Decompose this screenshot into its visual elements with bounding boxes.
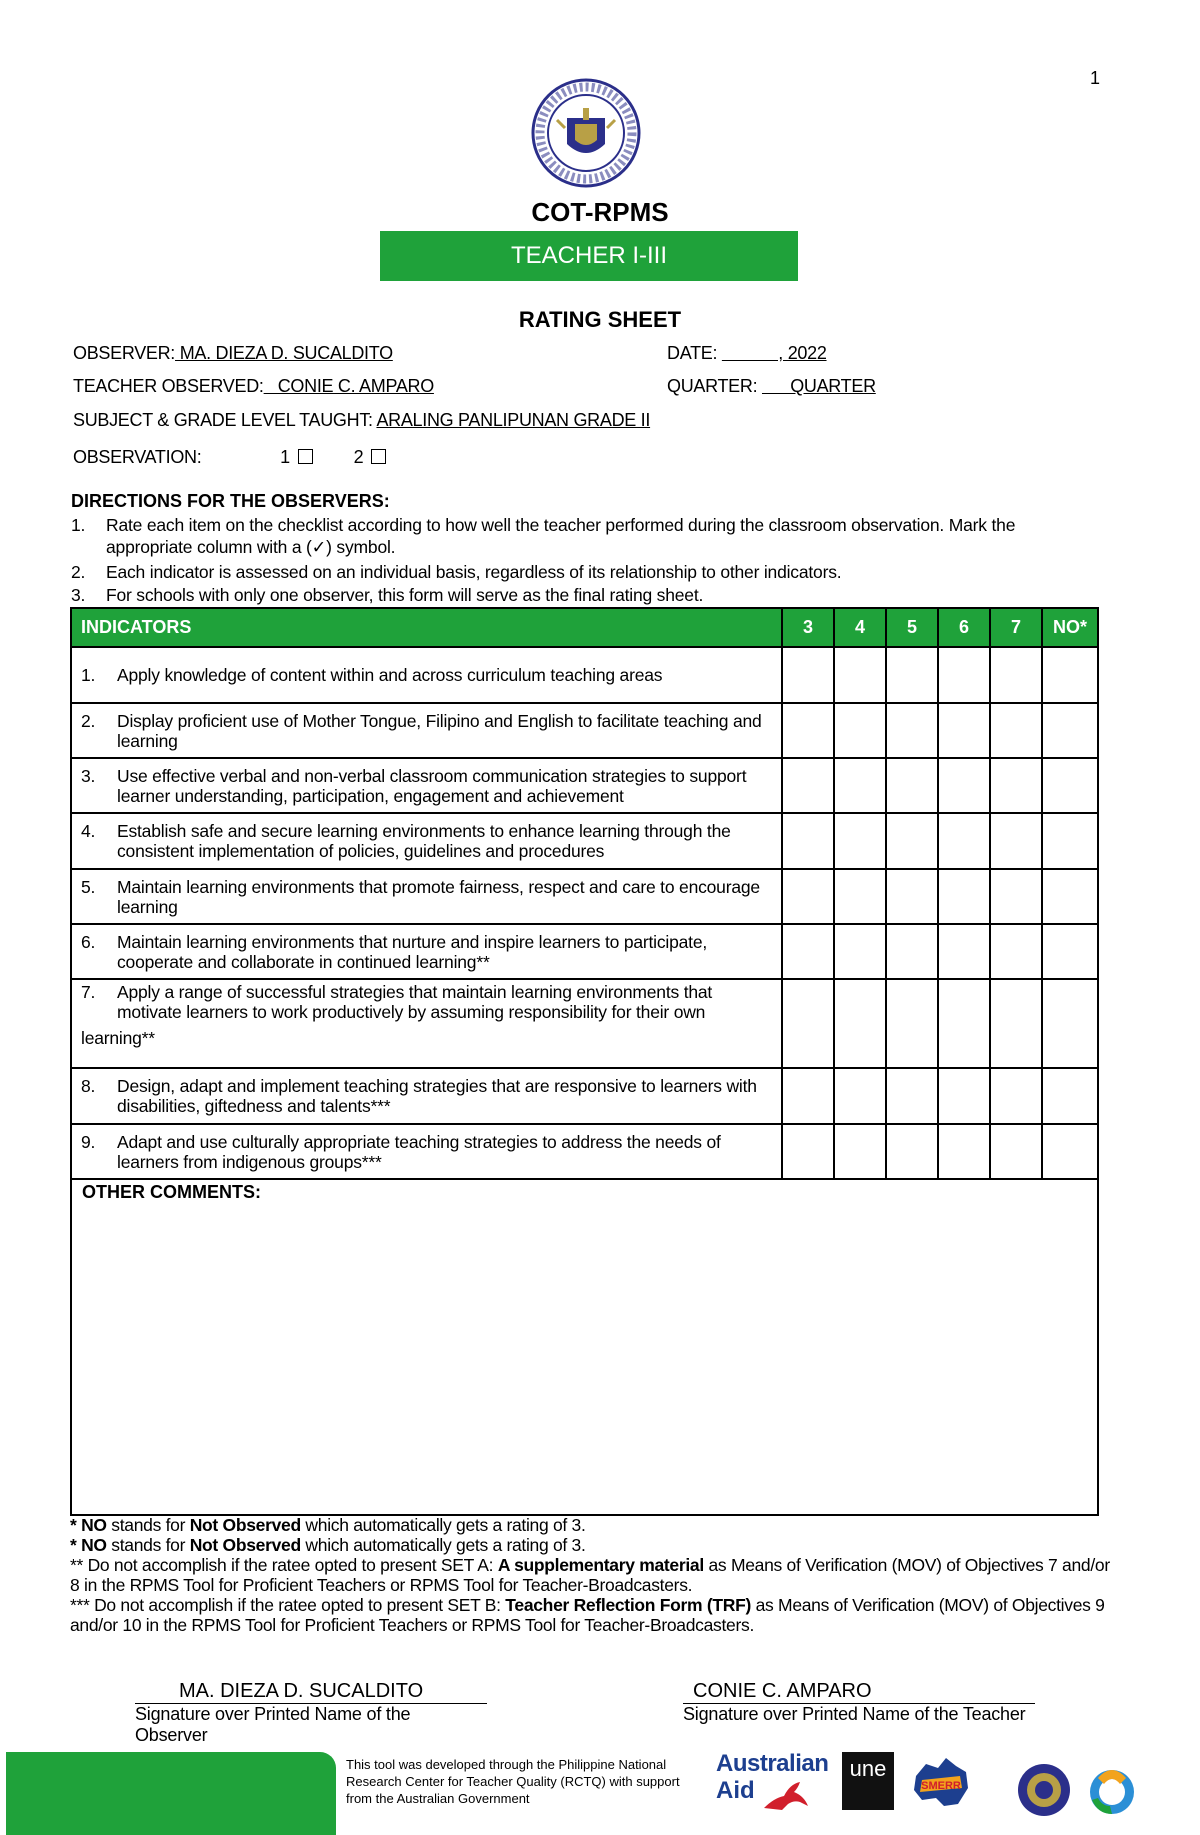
rating-cell[interactable] — [782, 1124, 834, 1179]
indicator-cell — [71, 1124, 782, 1179]
indicator-text: Design, adapt and implement teaching strategies that are responsive to learners with disabilities, giftedness and talents*** — [117, 1076, 757, 1116]
table-row — [71, 647, 1098, 703]
score-header: 5 — [886, 608, 938, 647]
indicator-number: 6. — [81, 931, 96, 952]
footnote-emphasis: Not Observed — [189, 1515, 301, 1535]
teacher-level-band — [380, 231, 798, 281]
indicator-cell — [71, 703, 782, 758]
rating-cell[interactable] — [1042, 703, 1098, 758]
footnotes — [70, 1515, 1120, 1635]
rating-cell[interactable] — [782, 979, 834, 1068]
smerr-logo-text: SMERR — [921, 1780, 961, 1792]
observation-label: OBSERVATION: — [73, 447, 202, 467]
direction-item — [71, 514, 1071, 558]
footnote-marker: * NO — [70, 1535, 107, 1555]
rating-cell[interactable] — [938, 924, 990, 979]
rating-cell[interactable] — [1042, 758, 1098, 813]
footnote-emphasis: A supplementary material — [497, 1555, 704, 1575]
rating-cell[interactable] — [1042, 1124, 1098, 1179]
teacher-signature-caption: Signature over Printed Name of the Teacher — [683, 1704, 1026, 1724]
observation-field — [73, 447, 386, 468]
footnote-emphasis: Not Observed — [189, 1535, 301, 1555]
footer-credit: This tool was developed through the Philippine National Research Center for Teacher Quality (RCTQ) with support from the Australian Government — [346, 1757, 680, 1806]
score-header: 7 — [990, 608, 1042, 647]
rating-cell[interactable] — [938, 703, 990, 758]
footnote-4 — [70, 1595, 1120, 1635]
rating-cell[interactable] — [938, 979, 990, 1068]
footnote-marker: * NO — [70, 1515, 107, 1535]
rating-cell[interactable] — [834, 758, 886, 813]
score-header: 4 — [834, 608, 886, 647]
indicators-header: INDICATORS — [71, 608, 782, 647]
indicator-text: Display proficient use of Mother Tongue, Filipino and English to facilitate teaching and learning — [117, 710, 762, 751]
rating-cell[interactable] — [990, 813, 1042, 869]
table-row — [71, 703, 1098, 758]
indicator-number: 9. — [81, 1131, 96, 1152]
indicator-text: Apply knowledge of content within and across curriculum teaching areas — [117, 665, 663, 685]
footnote-text: ** Do not accomplish if the ratee opted to present SET A: — [70, 1555, 498, 1575]
rating-cell[interactable] — [886, 924, 938, 979]
rating-cell[interactable] — [782, 869, 834, 924]
indicator-number: 3. — [81, 765, 96, 786]
rating-cell[interactable] — [782, 647, 834, 703]
footnote-text: *** Do not accomplish if the ratee opted to present SET B: — [70, 1595, 506, 1615]
une-logo: une — [842, 1752, 894, 1810]
rating-cell[interactable] — [834, 979, 886, 1068]
rating-cell[interactable] — [834, 1068, 886, 1124]
footnote-text: stands for — [106, 1515, 190, 1535]
indicator-text: Establish safe and secure learning environments to enhance learning through the consistent implementation of policies, guidelines and procedures — [117, 821, 731, 861]
score-header: NO* — [1042, 608, 1098, 647]
direction-text: Each indicator is assessed on an individual basis, regardless of its relationship to other indicators. — [106, 562, 842, 582]
australian-aid-logo: Australian — [716, 1750, 829, 1777]
rating-cell[interactable] — [1042, 979, 1098, 1068]
table-row — [71, 979, 1098, 1068]
score-header: 3 — [782, 608, 834, 647]
deped-seal-small-icon — [1016, 1762, 1072, 1818]
indicator-cell — [71, 869, 782, 924]
observation-2-checkbox[interactable] — [371, 449, 386, 464]
indicator-number: 8. — [81, 1076, 96, 1096]
indicator-cell — [71, 813, 782, 869]
observer-signature-caption: Signature over Printed Name of the Observer — [135, 1704, 411, 1745]
rating-cell[interactable] — [938, 647, 990, 703]
footnote-text: which automatically gets a rating of 3. — [300, 1535, 586, 1555]
indicator-cell — [71, 758, 782, 813]
rating-cell[interactable] — [834, 1124, 886, 1179]
footer-green-block — [6, 1752, 336, 1835]
observation-option-2-label: 2 — [353, 447, 364, 467]
direction-number: 1. — [71, 515, 86, 535]
rating-sheet-title: RATING SHEET — [518, 307, 682, 332]
table-row — [71, 924, 1098, 979]
indicator-text: Use effective verbal and non-verbal classroom communication strategies to support learner understanding, participation, engagement and achievement — [117, 765, 747, 806]
rating-cell[interactable] — [1042, 813, 1098, 869]
indicator-text: Maintain learning environments that nurture and inspire learners to participate, cooperate and collaborate in continued learning** — [117, 931, 708, 972]
form-title: COT-RPMS — [531, 197, 669, 227]
quarter-field — [667, 376, 876, 397]
footnote-3 — [70, 1555, 1120, 1595]
table-row — [71, 1068, 1098, 1124]
rating-cell[interactable] — [990, 869, 1042, 924]
footnote-text: stands for — [106, 1535, 190, 1555]
footnote-text: as Means of Verification (MOV) of Objectives 9 and/or 10 in the RPMS Tool for Proficient Teachers or RPMS Tool for Teacher-Broadcasters. — [70, 1595, 1105, 1635]
rating-cell[interactable] — [938, 758, 990, 813]
rating-cell[interactable] — [938, 813, 990, 869]
indicator-number: 1. — [81, 665, 96, 685]
rating-cell[interactable] — [1042, 647, 1098, 703]
rating-cell[interactable] — [782, 703, 834, 758]
indicator-text: Adapt and use culturally appropriate teaching strategies to address the needs of learners from indigenous groups*** — [117, 1131, 721, 1172]
directions-heading: DIRECTIONS FOR THE OBSERVERS: — [71, 491, 390, 511]
rating-cell[interactable] — [1042, 924, 1098, 979]
rating-cell[interactable] — [782, 924, 834, 979]
rating-cell[interactable] — [834, 647, 886, 703]
rating-cell[interactable] — [834, 703, 886, 758]
rating-cell[interactable] — [886, 758, 938, 813]
indicator-cell — [71, 647, 782, 703]
indicator-cell — [71, 924, 782, 979]
teacher-level-label: TEACHER I-III — [510, 242, 667, 269]
deped-seal-icon — [527, 78, 645, 188]
rating-cell[interactable] — [990, 1068, 1042, 1124]
teacher-signature-block — [683, 1680, 1035, 1725]
rating-cell[interactable] — [990, 647, 1042, 703]
rating-cell[interactable] — [990, 703, 1042, 758]
rating-cell[interactable] — [990, 758, 1042, 813]
indicator-text: Apply a range of successful strategies that maintain learning environments that motivate learners to work productively by assuming responsibility for their own — [117, 982, 713, 1022]
australian-aid-logo-line2: Aid — [716, 1777, 755, 1804]
table-row — [71, 758, 1098, 813]
rating-cell[interactable] — [886, 1068, 938, 1124]
observer-printed-name: MA. DIEZA D. SUCALDITO — [135, 1680, 487, 1704]
rating-cell[interactable] — [886, 869, 938, 924]
footnote-1 — [70, 1515, 1120, 1535]
indicator-number: 4. — [81, 821, 96, 841]
indicator-cell — [71, 979, 782, 1068]
indicator-number: 7. — [81, 982, 96, 1002]
indicator-number: 5. — [81, 876, 96, 897]
date-label: DATE: — [667, 343, 718, 363]
observation-1-checkbox[interactable] — [298, 449, 313, 464]
table-header-row — [71, 608, 1098, 647]
rating-cell[interactable] — [938, 1124, 990, 1179]
rating-cell[interactable] — [938, 1068, 990, 1124]
other-comments-label: OTHER COMMENTS: — [82, 1182, 261, 1202]
footnote-2 — [70, 1535, 1120, 1555]
rating-cell[interactable] — [834, 813, 886, 869]
table-row — [71, 869, 1098, 924]
footnote-text: as Means of Verification (MOV) of Objectives 7 and/or 8 in the RPMS Tool for Proficient Teachers or RPMS Tool for Teacher-Broadcasters. — [70, 1555, 1110, 1595]
rating-cell[interactable] — [990, 924, 1042, 979]
observer-signature-block — [135, 1680, 487, 1746]
score-header: 6 — [938, 608, 990, 647]
teacher-observed-label: TEACHER OBSERVED: — [73, 376, 264, 396]
rating-cell[interactable] — [782, 758, 834, 813]
rating-cell[interactable] — [782, 813, 834, 869]
teacher-observed-value: CONIE C. AMPARO — [263, 376, 434, 396]
date-value: , 2022 — [721, 343, 827, 363]
table-row — [71, 813, 1098, 869]
rating-cell[interactable] — [886, 1124, 938, 1179]
observation-option-1-label: 1 — [280, 447, 290, 467]
subject-grade-value: ARALING PANLIPUNAN GRADE II — [376, 410, 651, 430]
rating-cell[interactable] — [886, 647, 938, 703]
direction-number: 2. — [71, 562, 86, 582]
teacher-observed-field — [73, 376, 434, 397]
direction-number: 3. — [71, 585, 86, 605]
rating-cell[interactable] — [1042, 1068, 1098, 1124]
indicators-table — [70, 607, 1099, 1180]
table-row — [71, 1124, 1098, 1179]
rctq-logo-icon — [1084, 1760, 1140, 1818]
rating-cell[interactable] — [938, 869, 990, 924]
rating-cell[interactable] — [782, 1068, 834, 1124]
direction-item — [71, 561, 1071, 583]
subject-grade-label: SUBJECT & GRADE LEVEL TAUGHT: — [73, 410, 373, 430]
indicator-text-tail: learning** — [81, 1028, 155, 1048]
rating-cell[interactable] — [886, 979, 938, 1068]
rating-cell[interactable] — [886, 813, 938, 869]
kangaroo-icon — [760, 1778, 812, 1812]
indicator-text: Maintain learning environments that promote fairness, respect and care to encourage learning — [117, 876, 760, 917]
rating-cell[interactable] — [990, 979, 1042, 1068]
direction-item — [71, 584, 1071, 606]
date-field — [667, 343, 827, 364]
subject-grade-field — [73, 410, 650, 431]
rating-cell[interactable] — [1042, 869, 1098, 924]
quarter-value: QUARTER — [761, 376, 876, 396]
rating-cell[interactable] — [990, 1124, 1042, 1179]
smerr-map-logo-icon — [910, 1754, 972, 1812]
observer-label: OBSERVER: — [73, 343, 176, 363]
observer-value: MA. DIEZA D. SUCALDITO — [175, 343, 393, 363]
footnote-emphasis: Teacher Reflection Form (TRF) — [505, 1595, 752, 1615]
indicator-number: 2. — [81, 710, 96, 731]
rating-cell[interactable] — [834, 869, 886, 924]
teacher-printed-name: CONIE C. AMPARO — [683, 1680, 1035, 1704]
other-comments-box[interactable] — [70, 1178, 1099, 1516]
direction-text: For schools with only one observer, this form will serve as the final rating sheet. — [106, 585, 704, 605]
rating-cell[interactable] — [834, 924, 886, 979]
observer-field — [73, 343, 393, 364]
page-number: 1 — [1090, 68, 1101, 88]
rating-cell[interactable] — [886, 703, 938, 758]
direction-text: Rate each item on the checklist according to how well the teacher performed during the classroom observation. Mark the appropriate column with a (✓) symbol. — [106, 515, 1016, 557]
quarter-label: QUARTER: — [667, 376, 758, 396]
indicator-cell — [71, 1068, 782, 1124]
footnote-text: which automatically gets a rating of 3. — [300, 1515, 586, 1535]
